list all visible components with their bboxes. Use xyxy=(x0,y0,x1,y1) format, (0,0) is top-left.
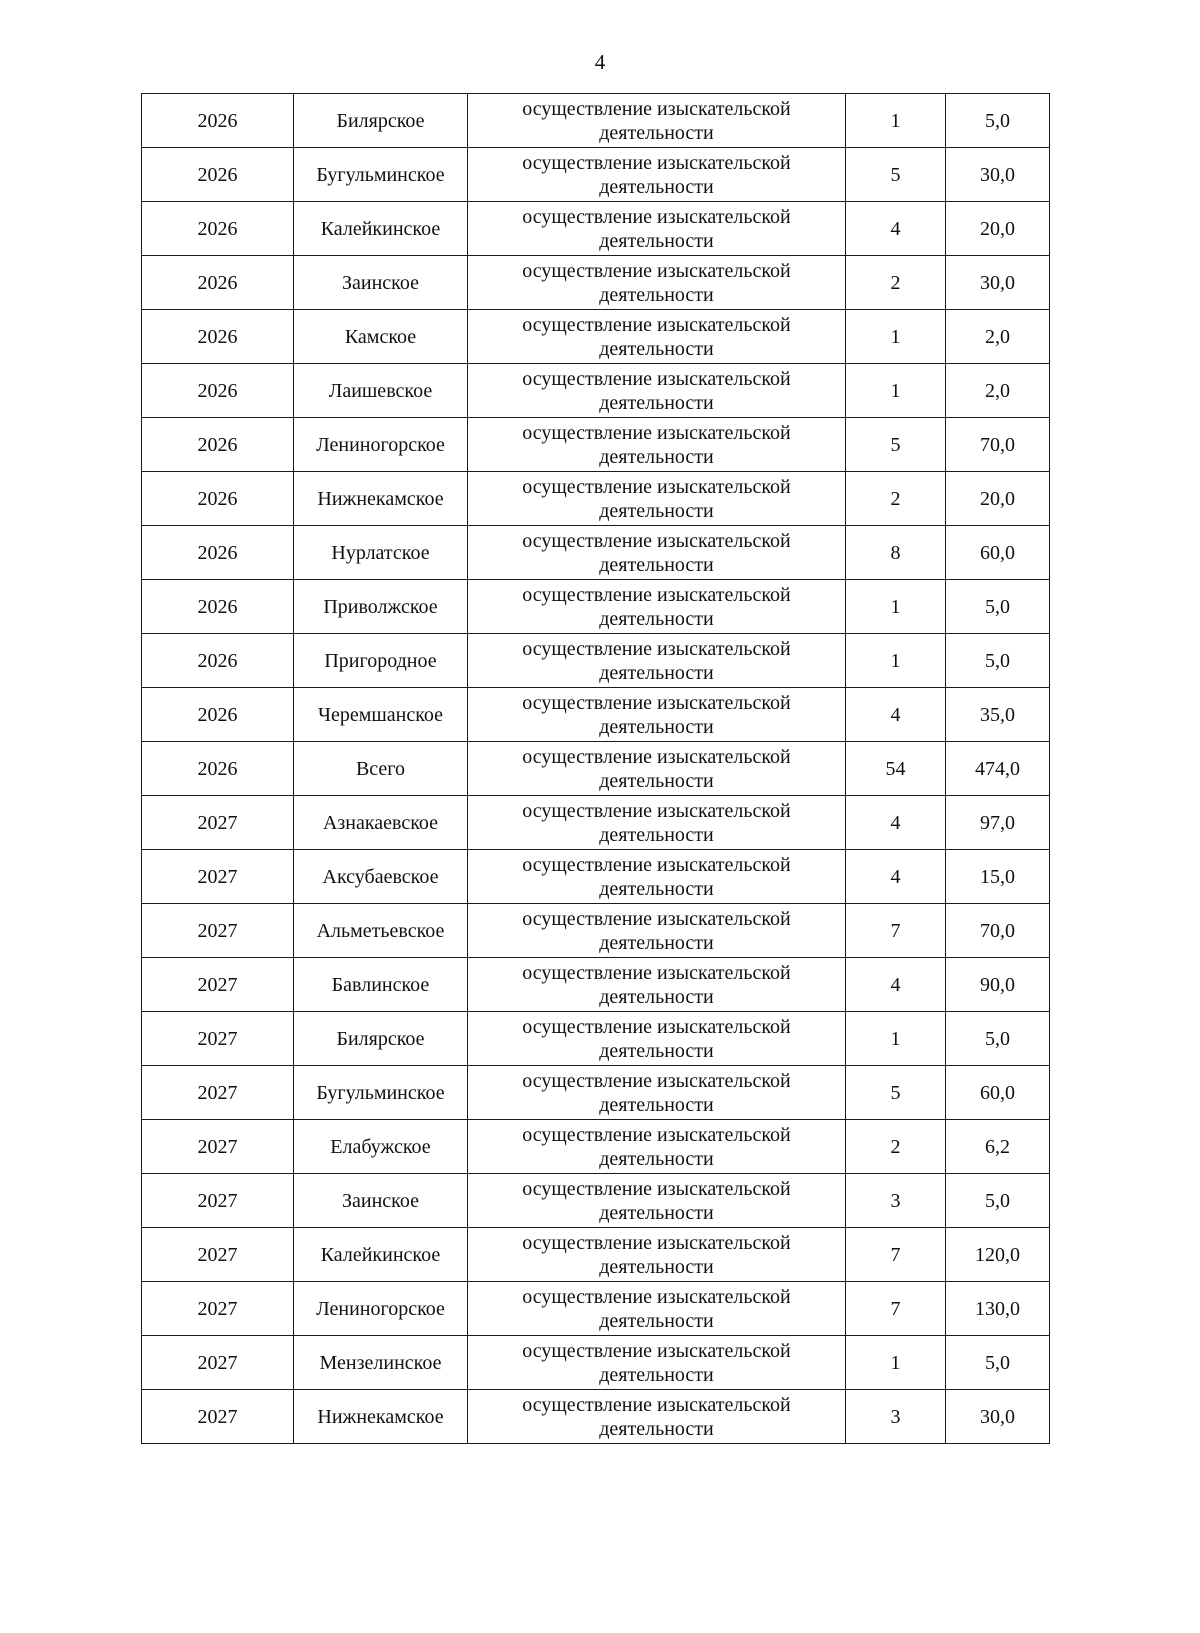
purpose-text: осуществление изыскательской деятельности xyxy=(522,961,791,1008)
year-cell: 2026 xyxy=(142,202,294,256)
count-cell: 7 xyxy=(846,904,946,958)
purpose-cell xyxy=(468,526,846,580)
purpose-cell xyxy=(468,1120,846,1174)
year-cell: 2027 xyxy=(142,1390,294,1444)
count-cell: 7 xyxy=(846,1282,946,1336)
total-row xyxy=(142,742,1050,796)
amount-cell: 35,0 xyxy=(946,688,1050,742)
purpose-text: осуществление изыскательской деятельности xyxy=(522,529,791,576)
year-cell: 2026 xyxy=(142,634,294,688)
table-body xyxy=(142,94,1050,1444)
table-row xyxy=(142,688,1050,742)
table-row xyxy=(142,1012,1050,1066)
field-cell: Пригородное xyxy=(294,634,468,688)
amount-cell: 6,2 xyxy=(946,1120,1050,1174)
table-row xyxy=(142,1282,1050,1336)
count-cell: 5 xyxy=(846,148,946,202)
year-cell: 2026 xyxy=(142,364,294,418)
count-cell: 1 xyxy=(846,634,946,688)
amount-cell: 15,0 xyxy=(946,850,1050,904)
purpose-text: осуществление изыскательской деятельности xyxy=(522,1339,791,1386)
count-cell: 4 xyxy=(846,850,946,904)
field-cell: Калейкинское xyxy=(294,202,468,256)
table-row xyxy=(142,850,1050,904)
purpose-cell xyxy=(468,580,846,634)
amount-cell: 60,0 xyxy=(946,526,1050,580)
purpose-cell xyxy=(468,742,846,796)
table-row xyxy=(142,472,1050,526)
purpose-cell xyxy=(468,1012,846,1066)
count-cell: 1 xyxy=(846,364,946,418)
count-cell: 1 xyxy=(846,1336,946,1390)
table-row xyxy=(142,796,1050,850)
table-row xyxy=(142,1336,1050,1390)
purpose-cell xyxy=(468,94,846,148)
count-cell: 4 xyxy=(846,202,946,256)
amount-cell: 5,0 xyxy=(946,1336,1050,1390)
amount-cell: 30,0 xyxy=(946,256,1050,310)
amount-cell: 20,0 xyxy=(946,202,1050,256)
purpose-cell xyxy=(468,1174,846,1228)
purpose-cell xyxy=(468,688,846,742)
field-cell: Черемшанское xyxy=(294,688,468,742)
amount-cell: 97,0 xyxy=(946,796,1050,850)
count-cell: 2 xyxy=(846,472,946,526)
purpose-text: осуществление изыскательской деятельности xyxy=(522,313,791,360)
table-row xyxy=(142,904,1050,958)
field-cell: Бугульминское xyxy=(294,1066,468,1120)
year-cell: 2027 xyxy=(142,796,294,850)
field-cell: Лениногорское xyxy=(294,1282,468,1336)
purpose-text: осуществление изыскательской деятельности xyxy=(522,367,791,414)
count-cell: 1 xyxy=(846,580,946,634)
year-cell: 2026 xyxy=(142,742,294,796)
purpose-cell xyxy=(468,1066,846,1120)
amount-cell: 5,0 xyxy=(946,580,1050,634)
purpose-text: осуществление изыскательской деятельности xyxy=(522,1015,791,1062)
count-cell: 2 xyxy=(846,256,946,310)
amount-cell: 2,0 xyxy=(946,310,1050,364)
year-cell: 2026 xyxy=(142,472,294,526)
purpose-text: осуществление изыскательской деятельности xyxy=(522,421,791,468)
year-cell: 2026 xyxy=(142,256,294,310)
purpose-cell xyxy=(468,418,846,472)
purpose-cell xyxy=(468,850,846,904)
licenses-table xyxy=(141,93,1050,1444)
field-cell: Заинское xyxy=(294,1174,468,1228)
count-cell: 1 xyxy=(846,1012,946,1066)
purpose-text: осуществление изыскательской деятельности xyxy=(522,745,791,792)
purpose-text: осуществление изыскательской деятельности xyxy=(522,97,791,144)
purpose-cell xyxy=(468,148,846,202)
year-cell: 2027 xyxy=(142,1174,294,1228)
amount-cell: 30,0 xyxy=(946,1390,1050,1444)
purpose-cell xyxy=(468,202,846,256)
field-cell: Азнакаевское xyxy=(294,796,468,850)
purpose-cell xyxy=(468,1390,846,1444)
purpose-text: осуществление изыскательской деятельности xyxy=(522,583,791,630)
year-cell: 2027 xyxy=(142,1012,294,1066)
year-cell: 2027 xyxy=(142,1336,294,1390)
field-cell: Лаишевское xyxy=(294,364,468,418)
purpose-cell xyxy=(468,364,846,418)
field-cell: Всего xyxy=(294,742,468,796)
purpose-cell xyxy=(468,904,846,958)
amount-cell: 5,0 xyxy=(946,634,1050,688)
amount-cell: 5,0 xyxy=(946,1174,1050,1228)
amount-cell: 5,0 xyxy=(946,1012,1050,1066)
field-cell: Альметьевское xyxy=(294,904,468,958)
field-cell: Нижнекамское xyxy=(294,1390,468,1444)
year-cell: 2027 xyxy=(142,1066,294,1120)
purpose-text: осуществление изыскательской деятельности xyxy=(522,151,791,198)
amount-cell: 20,0 xyxy=(946,472,1050,526)
purpose-text: осуществление изыскательской деятельности xyxy=(522,637,791,684)
purpose-cell xyxy=(468,472,846,526)
field-cell: Бавлинское xyxy=(294,958,468,1012)
year-cell: 2027 xyxy=(142,958,294,1012)
table-row xyxy=(142,202,1050,256)
amount-cell: 120,0 xyxy=(946,1228,1050,1282)
year-cell: 2026 xyxy=(142,688,294,742)
year-cell: 2026 xyxy=(142,94,294,148)
purpose-text: осуществление изыскательской деятельности xyxy=(522,853,791,900)
count-cell: 3 xyxy=(846,1174,946,1228)
year-cell: 2027 xyxy=(142,904,294,958)
count-cell: 4 xyxy=(846,796,946,850)
table-row xyxy=(142,256,1050,310)
purpose-text: осуществление изыскательской деятельности xyxy=(522,475,791,522)
table-row xyxy=(142,1390,1050,1444)
amount-cell: 2,0 xyxy=(946,364,1050,418)
purpose-text: осуществление изыскательской деятельности xyxy=(522,799,791,846)
count-cell: 4 xyxy=(846,958,946,1012)
count-cell: 2 xyxy=(846,1120,946,1174)
table-row xyxy=(142,1066,1050,1120)
field-cell: Приволжское xyxy=(294,580,468,634)
amount-cell: 5,0 xyxy=(946,94,1050,148)
field-cell: Лениногорское xyxy=(294,418,468,472)
purpose-cell xyxy=(468,1228,846,1282)
purpose-cell xyxy=(468,310,846,364)
count-cell: 7 xyxy=(846,1228,946,1282)
purpose-cell xyxy=(468,1282,846,1336)
table-row xyxy=(142,958,1050,1012)
field-cell: Елабужское xyxy=(294,1120,468,1174)
field-cell: Аксубаевское xyxy=(294,850,468,904)
field-cell: Калейкинское xyxy=(294,1228,468,1282)
year-cell: 2026 xyxy=(142,580,294,634)
count-cell: 1 xyxy=(846,94,946,148)
table-row xyxy=(142,148,1050,202)
year-cell: 2027 xyxy=(142,1282,294,1336)
table-row xyxy=(142,310,1050,364)
purpose-cell xyxy=(468,256,846,310)
year-cell: 2027 xyxy=(142,850,294,904)
purpose-text: осуществление изыскательской деятельности xyxy=(522,1285,791,1332)
page-number: 4 xyxy=(594,50,606,74)
field-cell: Мензелинское xyxy=(294,1336,468,1390)
purpose-text: осуществление изыскательской деятельности xyxy=(522,1069,791,1116)
purpose-text: осуществление изыскательской деятельности xyxy=(522,1231,791,1278)
purpose-text: осуществление изыскательской деятельности xyxy=(522,691,791,738)
count-cell: 5 xyxy=(846,418,946,472)
field-cell: Камское xyxy=(294,310,468,364)
purpose-text: осуществление изыскательской деятельности xyxy=(522,259,791,306)
year-cell: 2026 xyxy=(142,418,294,472)
purpose-text: осуществление изыскательской деятельности xyxy=(522,907,791,954)
amount-cell: 70,0 xyxy=(946,904,1050,958)
table-row xyxy=(142,94,1050,148)
purpose-text: осуществление изыскательской деятельности xyxy=(522,1393,791,1440)
amount-cell: 70,0 xyxy=(946,418,1050,472)
amount-cell: 474,0 xyxy=(946,742,1050,796)
table-row xyxy=(142,634,1050,688)
count-cell: 1 xyxy=(846,310,946,364)
year-cell: 2026 xyxy=(142,148,294,202)
count-cell: 8 xyxy=(846,526,946,580)
amount-cell: 30,0 xyxy=(946,148,1050,202)
purpose-text: осуществление изыскательской деятельности xyxy=(522,205,791,252)
field-cell: Билярское xyxy=(294,94,468,148)
amount-cell: 90,0 xyxy=(946,958,1050,1012)
table-row xyxy=(142,364,1050,418)
field-cell: Нижнекамское xyxy=(294,472,468,526)
purpose-cell xyxy=(468,634,846,688)
table-row xyxy=(142,580,1050,634)
table-row xyxy=(142,1228,1050,1282)
table-row xyxy=(142,1174,1050,1228)
amount-cell: 60,0 xyxy=(946,1066,1050,1120)
amount-cell: 130,0 xyxy=(946,1282,1050,1336)
purpose-cell xyxy=(468,796,846,850)
table-row xyxy=(142,526,1050,580)
year-cell: 2027 xyxy=(142,1228,294,1282)
field-cell: Бугульминское xyxy=(294,148,468,202)
count-cell: 4 xyxy=(846,688,946,742)
purpose-cell xyxy=(468,1336,846,1390)
year-cell: 2027 xyxy=(142,1120,294,1174)
count-cell: 5 xyxy=(846,1066,946,1120)
field-cell: Заинское xyxy=(294,256,468,310)
count-cell: 54 xyxy=(846,742,946,796)
table-row xyxy=(142,418,1050,472)
purpose-text: осуществление изыскательской деятельности xyxy=(522,1177,791,1224)
year-cell: 2026 xyxy=(142,310,294,364)
table-row xyxy=(142,1120,1050,1174)
field-cell: Нурлатское xyxy=(294,526,468,580)
year-cell: 2026 xyxy=(142,526,294,580)
field-cell: Билярское xyxy=(294,1012,468,1066)
count-cell: 3 xyxy=(846,1390,946,1444)
purpose-cell xyxy=(468,958,846,1012)
purpose-text: осуществление изыскательской деятельности xyxy=(522,1123,791,1170)
